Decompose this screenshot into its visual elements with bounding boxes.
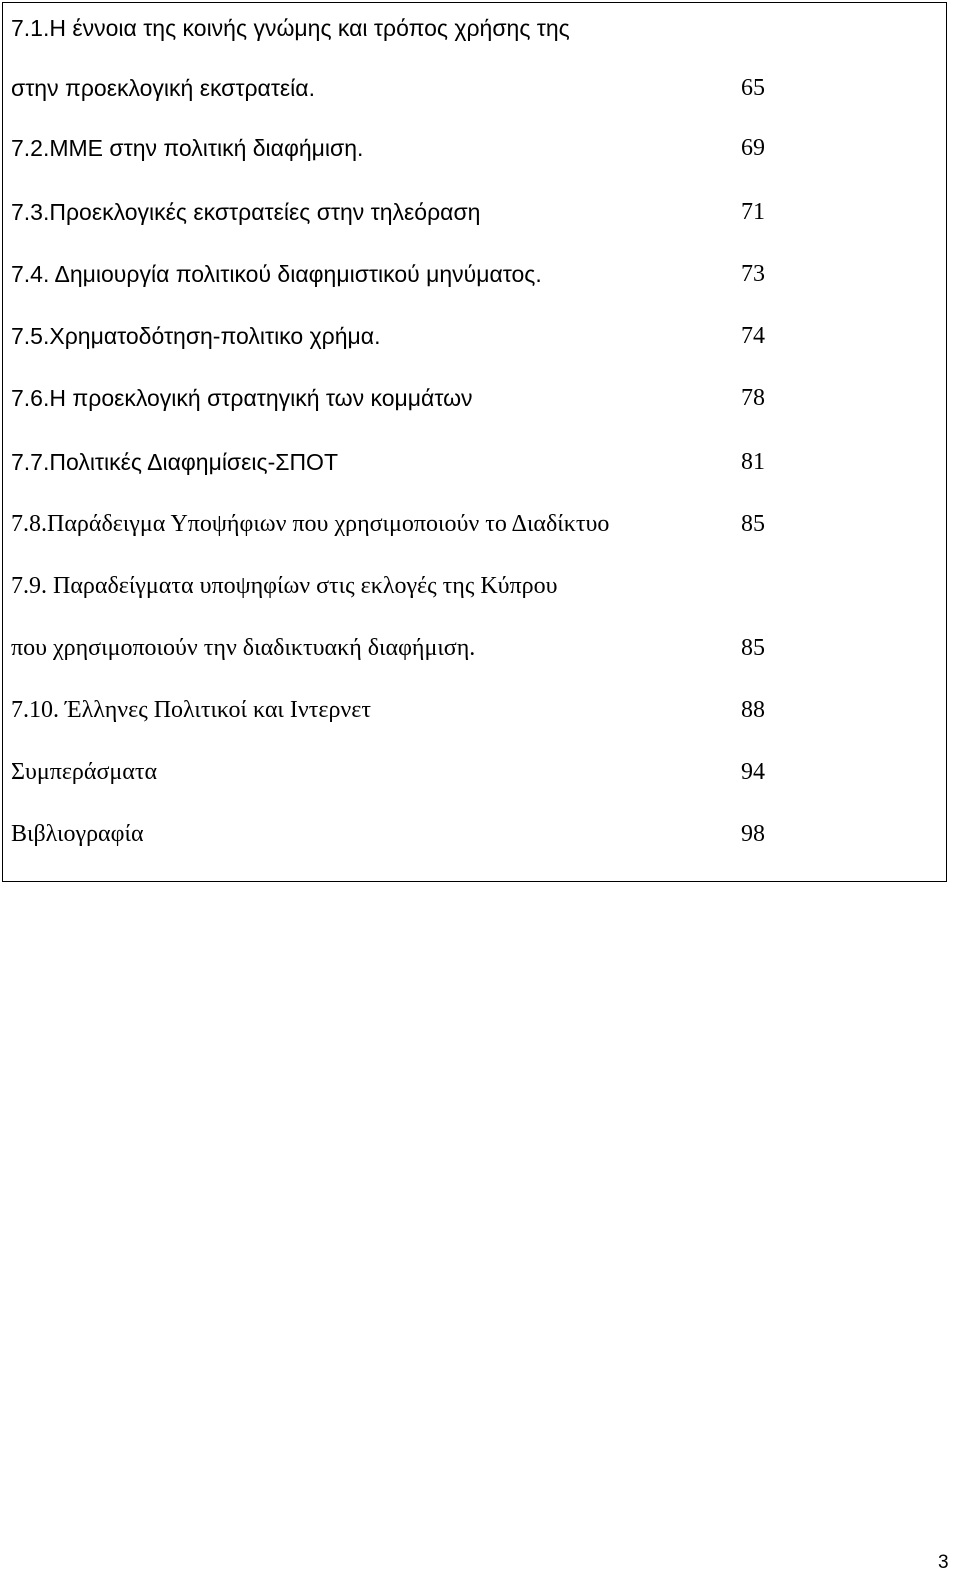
toc-page-7-4: 73 (741, 261, 765, 287)
toc-entry-7-8: 7.8.Παράδειγμα Υποψήφιων που χρησιμοποιούν το Διαδίκτυο (11, 511, 610, 537)
page-number: 3 (938, 1552, 949, 1573)
toc-page-7-7: 81 (741, 449, 765, 475)
toc-entry-7-6: 7.6.Η προεκλογική στρατηγική των κομμάτων (11, 385, 473, 411)
toc-entry-7-9-line2: που χρησιμοποιούν την διαδικτυακή διαφήμιση. (11, 635, 476, 661)
table-of-contents (2, 2, 947, 882)
toc-page-7-5: 74 (741, 323, 765, 349)
toc-entry-7-10: 7.10. Έλληνες Πολιτικοί και Ιντερνετ (11, 697, 371, 723)
toc-page-7-1: 65 (741, 75, 765, 101)
toc-entry-conclusions: Συμπεράσματα (11, 759, 158, 785)
toc-entry-7-7: 7.7.Πολιτικές Διαφημίσεις-ΣΠΟΤ (11, 449, 338, 475)
toc-entry-7-4: 7.4. Δημιουργία πολιτικού διαφημιστικού μηνύματος. (11, 261, 542, 287)
toc-entry-7-1-line2: στην προεκλογική εκστρατεία. (11, 75, 315, 101)
toc-page-7-9: 85 (741, 635, 765, 661)
toc-page-7-3: 71 (741, 199, 765, 225)
toc-page-7-2: 69 (741, 135, 765, 161)
toc-page-7-8: 85 (741, 511, 765, 537)
toc-entry-7-2: 7.2.ΜΜΕ στην πολιτική διαφήμιση. (11, 135, 364, 161)
toc-entry-7-9-line1: 7.9. Παραδείγματα υποψηφίων στις εκλογές της Κύπρου (11, 573, 558, 599)
toc-page-bibliography: 98 (741, 821, 765, 847)
toc-page-conclusions: 94 (741, 759, 765, 785)
toc-page-7-6: 78 (741, 385, 765, 411)
toc-page-7-10: 88 (741, 697, 765, 723)
toc-entry-7-3: 7.3.Προεκλογικές εκστρατείες στην τηλεόραση (11, 199, 481, 225)
toc-entry-bibliography: Βιβλιογραφία (11, 821, 144, 847)
toc-entry-7-5: 7.5.Χρηματοδότηση-πολιτικο χρήμα. (11, 323, 381, 349)
toc-entry-7-1-line1: 7.1.Η έννοια της κοινής γνώμης και τρόπος χρήσης της (11, 15, 570, 41)
